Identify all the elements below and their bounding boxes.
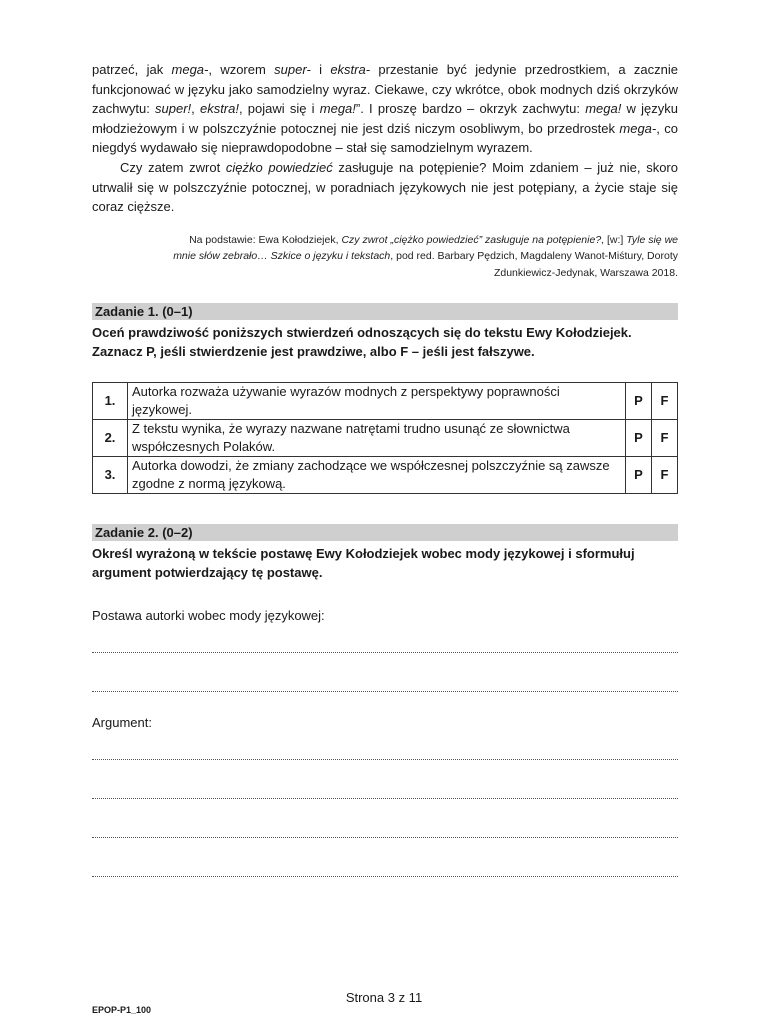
task-2-instruction — [92, 544, 678, 582]
page-number: Strona 3 z 11 — [345, 990, 423, 1005]
true-false-table — [92, 382, 678, 494]
answer-line-attitude-2[interactable] — [92, 687, 678, 692]
task-2-instruction-line-1: Określ wyrażoną w tekście postawę Ewy Kołodziejek wobec mody językowej i sformułuj — [92, 546, 635, 562]
option-true[interactable]: P — [626, 457, 652, 494]
option-false[interactable]: F — [652, 383, 678, 420]
task-1-instruction-line-2: Zaznacz P, jeśli stwierdzenie jest prawdziwe, albo F – jeśli jest fałszywe. — [92, 344, 535, 360]
statement-number: 1. — [93, 383, 128, 420]
task-2-instruction-line-2: argument potwierdzający tę postawę. — [92, 565, 323, 581]
passage-paragraph-1: patrzeć, jak mega-, wzorem super- i ekstra- przestanie być jedynie przedrostkiem, a zacznie funkcjonować w języku jako samodzielny wyraz. Ciekawe, czy wkrótce, obok modnych dziś okrzyków zachwytu: super!, ekstra!, pojawi się i mega!”. I proszę bardzo – okrzyk zachwytu: mega! w języku młodzieżowym i w polszczyźnie potocznej nie jest dziś niczym osobliwym, bo przedrostek mega-, co niegdyś wydawało się nieprawdopodobne – stał się samodzielnym wyrazem. — [92, 62, 678, 156]
answer-line-argument-3[interactable] — [92, 833, 678, 838]
source-citation: Na podstawie: Ewa Kołodziejek, Czy zwrot „ciężko powiedzieć” zasługuje na potępienie?, [w:] Tyle się we mnie słów zebrało… Szkice o języku i tekstach, pod red. Barbary Pędzich, Magdaleny Wanot-Miśtury, Doroty Zdunkiewicz-Jedynak, Warszawa 2018. — [173, 233, 678, 279]
task-1-instruction-line-1: Oceń prawdziwość poniższych stwierdzeń odnoszących się do tekstu Ewy Kołodziejek. — [92, 325, 632, 341]
argument-label: Argument: — [92, 715, 152, 731]
task-2-header: Zadanie 2. (0–2) — [92, 524, 678, 541]
exam-code: EPOP-P1_100 — [92, 1005, 152, 1015]
option-true[interactable]: P — [626, 383, 652, 420]
answer-line-argument-1[interactable] — [92, 755, 678, 760]
passage-paragraph-2: Czy zatem zwrot ciężko powiedzieć zasługuje na potępienie? Moim zdaniem – już nie, skoro utrwalił się w polszczyźnie potocznej, w poradniach językowych nie jest potępiany, a życie staje się coraz cięższe. — [92, 159, 678, 215]
task-1-instruction — [92, 323, 678, 361]
statement-text: Autorka dowodzi, że zmiany zachodzące we współczesnej polszczyźnie są zawsze zgodne z normą językową. — [128, 457, 626, 494]
statement-text: Autorka rozważa używanie wyrazów modnych z perspektywy poprawności językowej. — [128, 383, 626, 420]
task-1-header: Zadanie 1. (0–1) — [92, 303, 678, 320]
table-row — [93, 420, 678, 457]
statement-text: Z tekstu wynika, że wyrazy nazwane natrętami trudno usunąć ze słownictwa współczesnych Polaków. — [128, 420, 626, 457]
answer-line-argument-4[interactable] — [92, 872, 678, 877]
table-row — [93, 383, 678, 420]
table-row — [93, 457, 678, 494]
attitude-label: Postawa autorki wobec mody językowej: — [92, 608, 325, 624]
statement-number: 3. — [93, 457, 128, 494]
option-true[interactable]: P — [626, 420, 652, 457]
option-false[interactable]: F — [652, 457, 678, 494]
answer-line-attitude-1[interactable] — [92, 648, 678, 653]
option-false[interactable]: F — [652, 420, 678, 457]
exam-page — [92, 60, 678, 877]
statement-number: 2. — [93, 420, 128, 457]
answer-line-argument-2[interactable] — [92, 794, 678, 799]
